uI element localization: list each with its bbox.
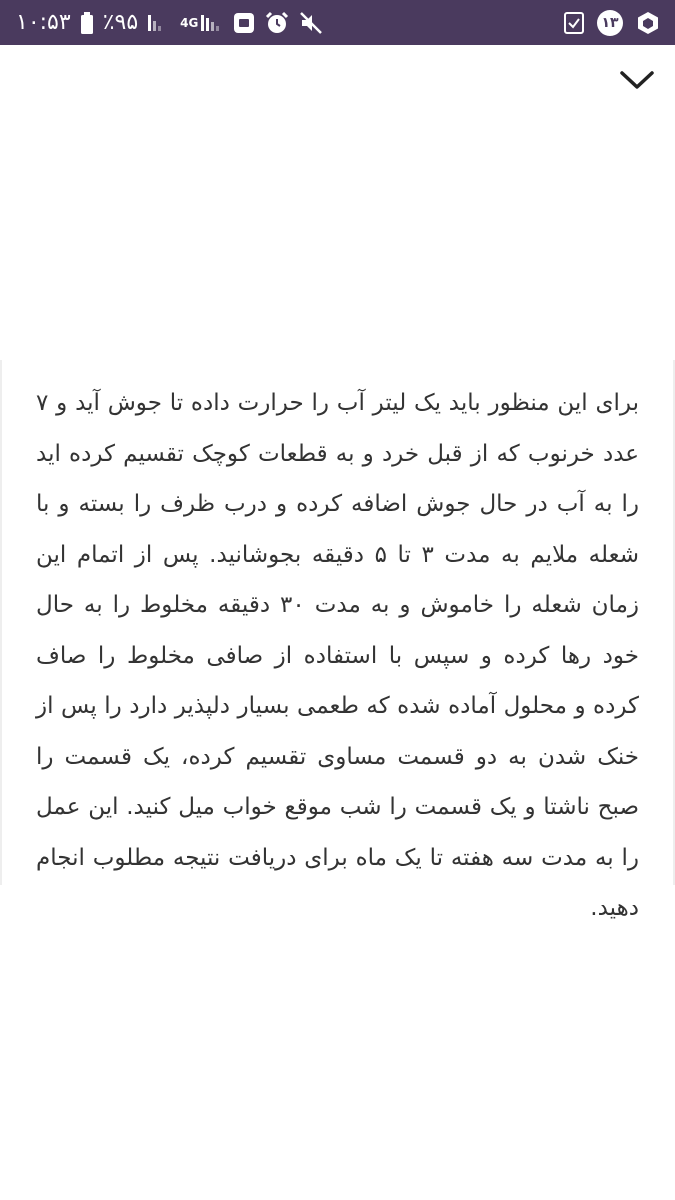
collapse-button[interactable]: [617, 62, 657, 98]
article-panel: [0, 360, 675, 921]
network-type: 4G: [180, 15, 199, 30]
status-bar-right: [563, 0, 661, 45]
notification-count-badge: ۱۳: [597, 10, 623, 36]
status-bar: [0, 0, 675, 45]
mute-icon: [299, 11, 323, 35]
checklist-icon: [563, 11, 585, 35]
signal-icon: [147, 13, 171, 33]
app-icon: [635, 10, 661, 36]
battery-icon: [80, 12, 94, 34]
chevron-down-icon: [619, 69, 655, 91]
signal-4g-icon: [180, 13, 224, 33]
status-bar-left: [16, 0, 323, 45]
alarm-icon: [264, 11, 290, 35]
sim-icon: [233, 12, 255, 34]
status-time: ۱۰:۵۳: [16, 10, 71, 35]
battery-percent: ٪۹۵: [102, 10, 139, 35]
article-text: برای این منظور باید یک لیتر آب را حرارت داده تا جوش آید و ۷ عدد خرنوب که از قبل خرد و به قطعات کوچک تقسیم کرده اید را به آب در حال جوش اضافه کرده و درب ظرف را بسته و با شعله ملایم به مدت ۳ تا ۵ دقیقه بجوشانید. پس از اتمام این زمان شعله را خاموش و به مدت ۳۰ دقیقه مخلوط را به حال خود رها کرده و سپس با استفاده از صافی مخلوط را صاف کرده و محلول آماده شده که طعمی بسیار دلپذیر دارد را پس از خنک شدن به دو قسمت مساوی تقسیم کرده، یک قسمت را صبح ناشتا و یک قسمت را شب موقع خواب میل کنید. این عمل را به مدت سه هفته تا یک ماه برای دریافت نتیجه مطلوب انجام دهید.: [36, 390, 639, 921]
